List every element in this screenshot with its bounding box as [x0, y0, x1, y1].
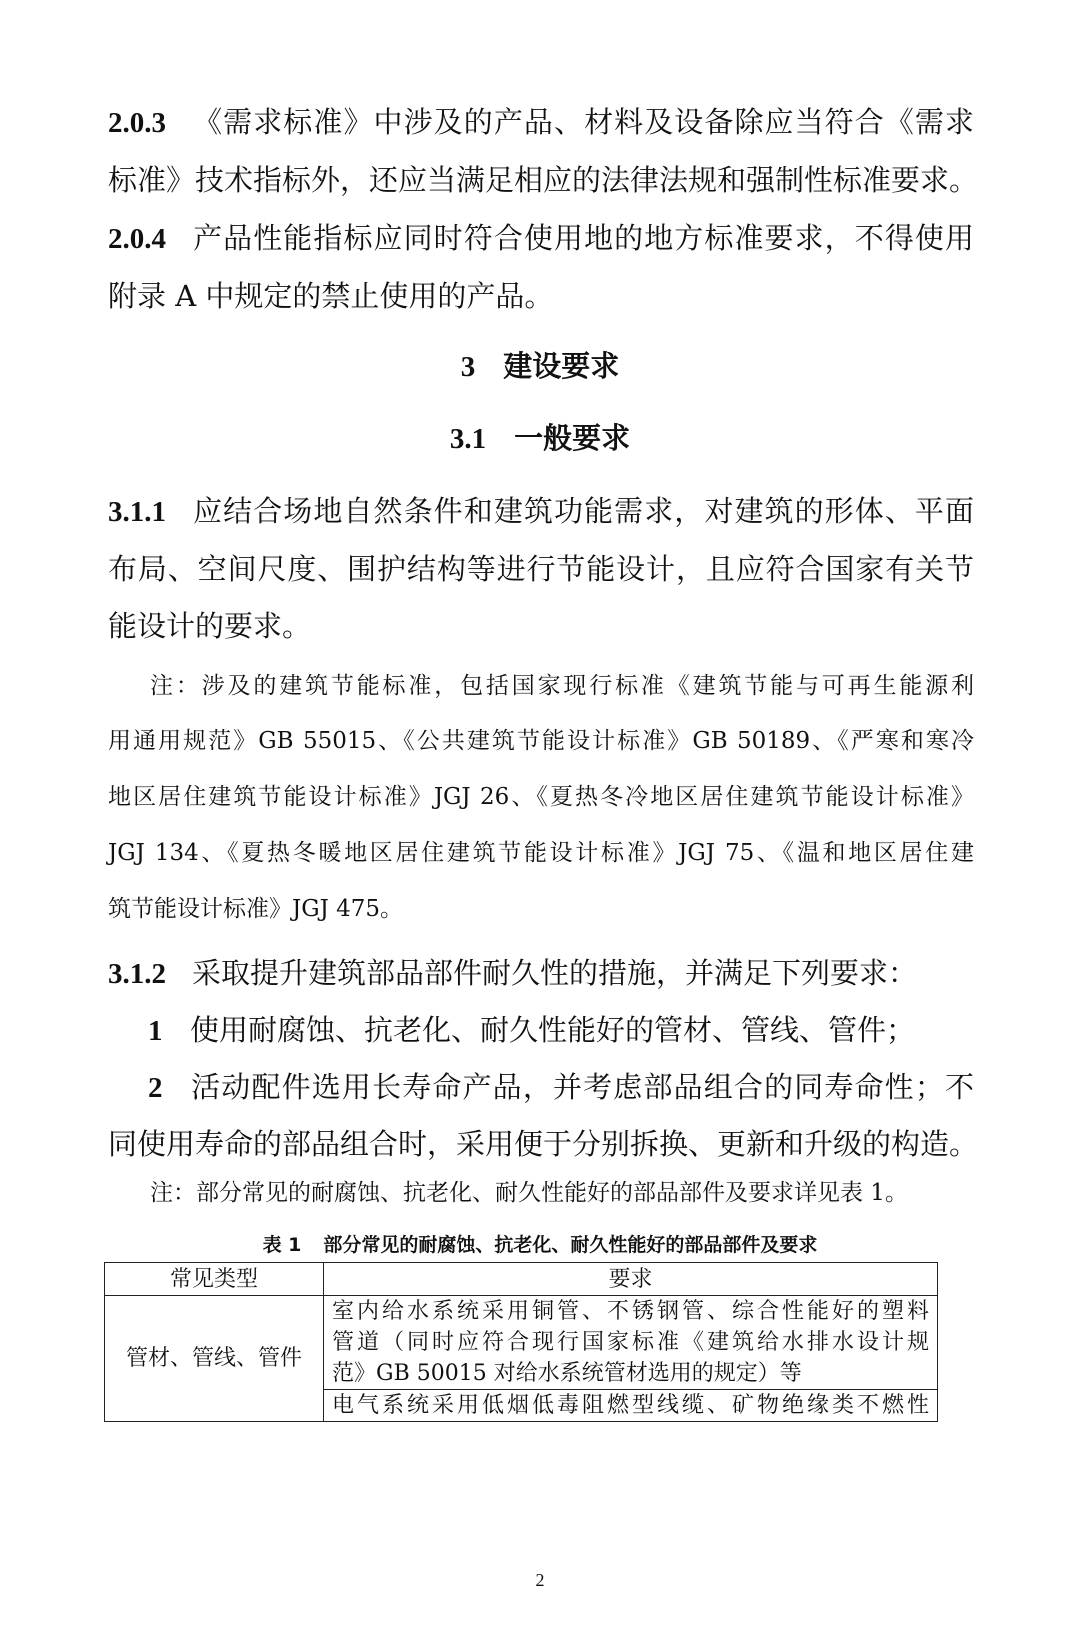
clause-2-0-3-line-1 — [108, 102, 974, 143]
list-item-2-line-2: 同使用寿命的部品组合时，采用便于分别拆换、更新和升级的构造。 — [108, 1127, 979, 1161]
section-title: 一般要求 — [514, 421, 631, 455]
note-line-1: 注：涉及的建筑节能标准，包括国家现行标准《建筑节能与可再生能源利 — [150, 673, 974, 699]
note-line-3: 地区居住建筑节能设计标准》JGJ 26、《夏热冬冷地区居住建筑节能设计标准》 — [108, 784, 974, 810]
note-line-4: JGJ 134、《夏热冬暖地区居住建筑节能设计标准》JGJ 75、《温和地区居住建 — [108, 840, 974, 866]
clause-text: 产品性能指标应同时符合使用地的地方标准要求，不得使用 — [192, 221, 974, 255]
section-number: 3.1 — [449, 423, 487, 455]
item-number: 1 — [148, 1015, 163, 1047]
section-heading — [0, 418, 1080, 459]
clause-3-1-1-line-3: 能设计的要求。 — [108, 609, 312, 643]
note-line-2: 用通用规范》GB 55015、《公共建筑节能设计标准》GB 50189、《严寒和寒冷 — [108, 728, 974, 754]
clause-text: 《需求标准》中涉及的产品、材料及设备除应当符合《需求 — [192, 105, 974, 139]
table-caption — [0, 1232, 1080, 1258]
item-text: 活动配件选用长寿命产品，并考虑部品组合的同寿命性；不 — [190, 1070, 974, 1104]
chapter-title: 建设要求 — [503, 349, 620, 383]
list-item-2-line-1 — [148, 1067, 974, 1108]
requirements-table — [104, 1262, 938, 1422]
clause-2-0-3-line-2: 标准》技术指标外，还应当满足相应的法律法规和强制性标准要求。 — [108, 163, 979, 197]
table-row — [105, 1296, 938, 1390]
item-text: 使用耐腐蚀、抗老化、耐久性能好的管材、管线、管件； — [190, 1013, 916, 1047]
clause-number: 2.0.3 — [108, 107, 166, 139]
clause-text: 采取提升建筑部品部件耐久性的措施，并满足下列要求： — [192, 956, 918, 990]
clause-2-0-4-line-2: 附录 A 中规定的禁止使用的产品。 — [108, 279, 554, 313]
table-header-row — [105, 1263, 938, 1296]
cell-line: 电气系统采用低烟低毒阻燃型线缆、矿物绝缘类不燃性 — [332, 1393, 929, 1418]
cell-line: 室内给水系统采用铜管、不锈钢管、综合性能好的塑料 — [332, 1299, 929, 1324]
clause-2-0-4-line-1 — [108, 218, 974, 259]
list-item-1 — [148, 1010, 974, 1051]
table-reference-note: 注：部分常见的耐腐蚀、抗老化、耐久性能好的部品部件及要求详见表 1。 — [150, 1180, 908, 1206]
clause-3-1-1-line-2: 布局、空间尺度、围护结构等进行节能设计，且应符合国家有关节 — [108, 552, 974, 586]
note-line-5: 筑节能设计标准》JGJ 475。 — [108, 896, 404, 922]
clause-3-1-2-line-1 — [108, 953, 974, 994]
cell-line: 管道（同时应符合现行国家标准《建筑给水排水设计规 — [332, 1330, 929, 1355]
clause-3-1-1-line-1 — [108, 491, 974, 532]
clause-number: 3.1.1 — [108, 496, 166, 528]
item-number: 2 — [148, 1072, 163, 1104]
header-requirement: 要求 — [324, 1263, 938, 1296]
table-caption-number: 表 1 — [262, 1234, 302, 1256]
page-number: 2 — [535, 1570, 545, 1590]
table-caption-title: 部分常见的耐腐蚀、抗老化、耐久性能好的部品部件及要求 — [323, 1234, 818, 1256]
cell-type: 管材、管线、管件 — [105, 1296, 324, 1422]
clause-number: 3.1.2 — [108, 958, 166, 990]
cell-line: 范》GB 50015 对给水系统管材选用的规定）等 — [332, 1361, 802, 1386]
chapter-heading — [0, 346, 1080, 387]
cell-requirement — [324, 1296, 938, 1390]
clause-text: 应结合场地自然条件和建筑功能需求，对建筑的形体、平面 — [192, 494, 974, 528]
cell-requirement — [324, 1390, 938, 1422]
header-type: 常见类型 — [105, 1263, 324, 1296]
clause-number: 2.0.4 — [108, 223, 166, 255]
chapter-number: 3 — [460, 351, 476, 383]
